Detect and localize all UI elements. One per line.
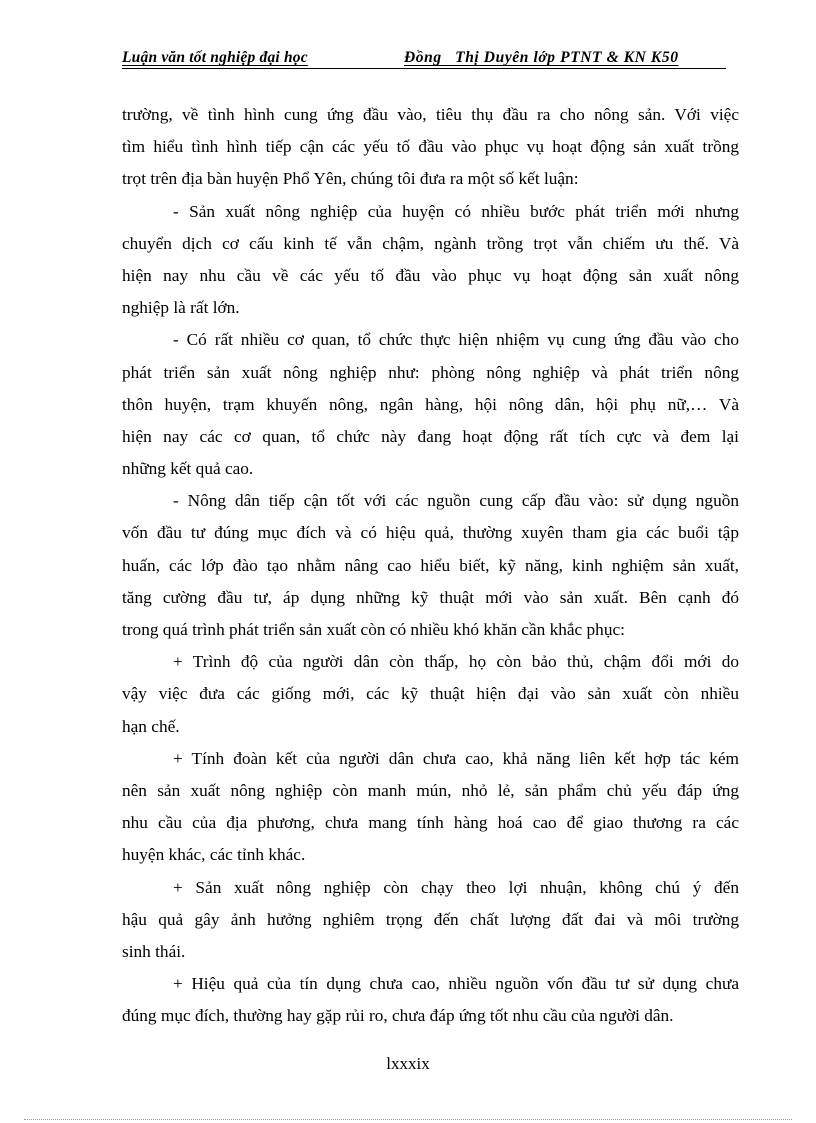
- text-line: nhu cầu của địa phương, chưa mang tính hàng hoá cao để giao thương ra các: [122, 813, 739, 833]
- text-line: huấn, các lớp đào tạo nhằm nâng cao hiểu biết, kỹ năng, kinh nghiệm sản xuất,: [122, 555, 739, 575]
- text-line: nghiệp là rất lớn.: [122, 298, 240, 318]
- header-rule: [122, 68, 726, 69]
- text-line: - Có rất nhiều cơ quan, tổ chức thực hiện nhiệm vụ cung ứng đầu vào cho: [173, 330, 739, 350]
- text-line: thôn huyện, trạm khuyến nông, ngân hàng, hội nông dân, hội phụ nữ,… Và: [122, 394, 739, 414]
- text-line: nên sản xuất nông nghiệp còn manh mún, nhỏ lẻ, sản phẩm chủ yếu đáp ứng: [122, 780, 739, 800]
- page-bottom-rule: [24, 1119, 792, 1120]
- text-line: sinh thái.: [122, 941, 186, 961]
- text-line: trường, về tình hình cung ứng đầu vào, tiêu thụ đầu ra cho nông sản. Với việc: [122, 105, 739, 124]
- page-header: [122, 47, 726, 71]
- text-line: tìm hiểu tình hình tiếp cận các yếu tố đầu vào phục vụ hoạt động sản xuất trồng: [122, 137, 739, 157]
- text-line: chuyển dịch cơ cấu kinh tế vẫn chậm, ngành trồng trọt vẫn chiếm ưu thế. Và: [122, 233, 739, 253]
- text-line: hạn chế.: [122, 716, 180, 736]
- text-line: tăng cường đầu tư, áp dụng những kỹ thuật mới vào sản xuất. Bên cạnh đó: [122, 587, 739, 607]
- header-thesis-title: Luận văn tốt nghiệp đại học: [122, 49, 308, 66]
- text-line: + Trình độ của người dân còn thấp, họ còn bảo thủ, chậm đổi mới do: [173, 652, 739, 672]
- text-line: phát triển sản xuất nông nghiệp như: phòng nông nghiệp và phát triển nông: [122, 362, 739, 382]
- text-line: đúng mục đích, thường hay gặp rủi ro, chưa đáp ứng tốt nhu cầu của người dân.: [122, 1006, 674, 1026]
- text-line: vậy việc đưa các giống mới, các kỹ thuật hiện đại vào sản xuất còn nhiều: [122, 684, 739, 704]
- text-line: hậu quả gây ảnh hưởng nghiêm trọng đến chất lượng đất đai và môi trường: [122, 909, 739, 929]
- text-line: huyện khác, các tỉnh khác.: [122, 845, 306, 865]
- text-line: - Nông dân tiếp cận tốt với các nguồn cung cấp đầu vào: sử dụng nguồn: [173, 491, 739, 511]
- text-line: - Sản xuất nông nghiệp của huyện có nhiều bước phát triển mới nhưng: [173, 201, 739, 221]
- text-line: hiện nay các cơ quan, tổ chức này đang hoạt động rất tích cực và đem lại: [122, 426, 739, 446]
- text-line: trọt trên địa bàn huyện Phổ Yên, chúng tôi đưa ra một số kết luận:: [122, 169, 579, 189]
- page-number: lxxxix: [386, 1054, 430, 1073]
- header-author-class: Đồng Thị Duyên lớp PTNT & KN K50: [404, 49, 679, 66]
- text-line: hiện nay nhu cầu về các yếu tố đầu vào phục vụ hoạt động sản xuất nông: [122, 265, 739, 285]
- text-line: vốn đầu tư đúng mục đích và có hiệu quả, thường xuyên tham gia các buổi tập: [122, 523, 739, 543]
- text-line: + Tính đoàn kết của người dân chưa cao, khả năng liên kết hợp tác kém: [173, 748, 739, 768]
- text-line: những kết quả cao.: [122, 459, 254, 479]
- text-line: + Hiệu quả của tín dụng chưa cao, nhiều nguồn vốn đầu tư sử dụng chưa: [173, 974, 739, 994]
- text-line: + Sản xuất nông nghiệp còn chạy theo lợi nhuận, không chú ý đến: [173, 877, 739, 897]
- body-text: [122, 99, 739, 1032]
- text-line: trong quá trình phát triển sản xuất còn có nhiều khó khăn cần khắc phục:: [122, 620, 625, 639]
